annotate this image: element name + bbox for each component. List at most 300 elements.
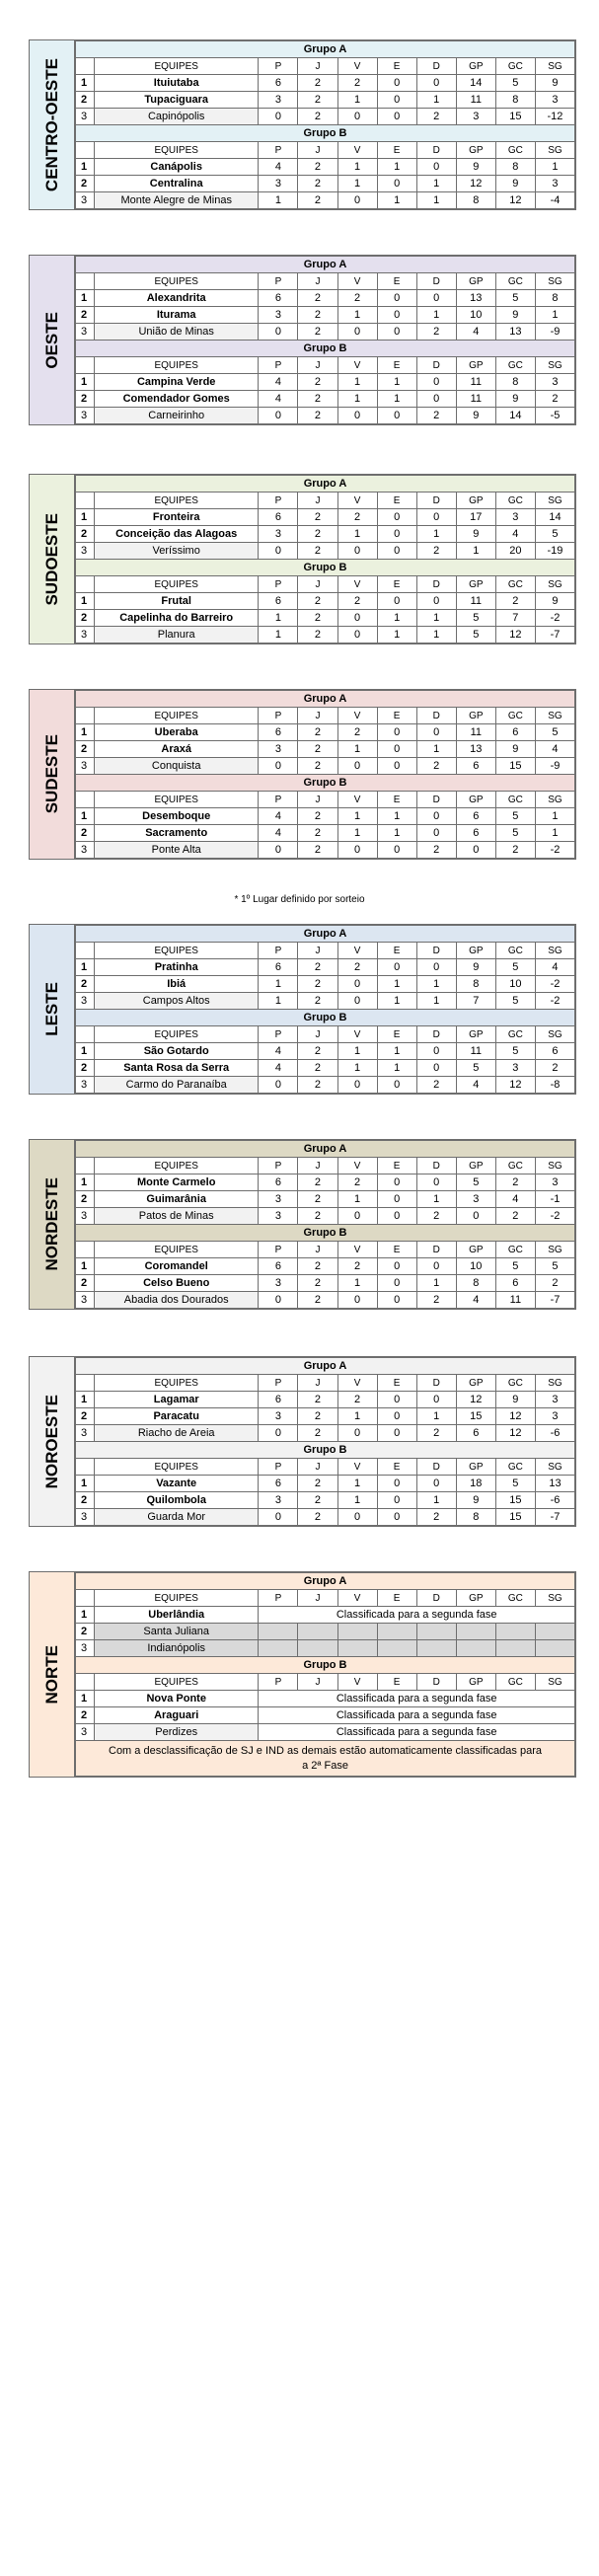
header-sg: SG [535, 142, 574, 159]
stat-d: 0 [416, 593, 456, 610]
empty-stat-cell [416, 1640, 456, 1657]
position-cell: 3 [76, 192, 95, 209]
stat-gc: 9 [495, 391, 535, 408]
stat-e: 1 [377, 159, 416, 176]
position-cell: 2 [76, 976, 95, 993]
header-gc: GC [495, 943, 535, 959]
stat-p: 6 [259, 1392, 298, 1408]
header-pos [76, 357, 95, 374]
stat-p: 6 [259, 1258, 298, 1275]
note-row [76, 1741, 575, 1777]
team-name: Indianópolis [95, 1640, 259, 1657]
stat-p: 0 [259, 324, 298, 341]
stat-j: 2 [298, 543, 337, 560]
stat-e: 0 [377, 1392, 416, 1408]
team-name: Araguari [95, 1707, 259, 1724]
stat-v: 0 [337, 1425, 377, 1442]
stat-d: 0 [416, 159, 456, 176]
header-gp: GP [456, 58, 495, 75]
stat-p: 3 [259, 176, 298, 192]
stat-v: 0 [337, 543, 377, 560]
stat-j: 2 [298, 1191, 337, 1208]
stat-j: 2 [298, 391, 337, 408]
standings-table [75, 1140, 575, 1309]
region-name: NOROESTE [41, 1394, 61, 1489]
empty-stat-cell [456, 1624, 495, 1640]
stat-e: 0 [377, 724, 416, 741]
position-cell: 2 [76, 307, 95, 324]
position-cell: 1 [76, 959, 95, 976]
position-cell: 2 [76, 610, 95, 627]
header-pos [76, 1242, 95, 1258]
header-e: E [377, 1590, 416, 1607]
stat-j: 2 [298, 1275, 337, 1292]
header-pos [76, 708, 95, 724]
header-d: D [416, 943, 456, 959]
stat-v: 1 [337, 159, 377, 176]
header-p: P [259, 142, 298, 159]
group-title: Grupo A [76, 1358, 575, 1375]
table-row [76, 1392, 575, 1408]
table-row [76, 290, 575, 307]
region-label-cell [30, 1140, 75, 1309]
header-v: V [337, 492, 377, 509]
stat-p: 6 [259, 75, 298, 92]
group-title-row [76, 1573, 575, 1590]
header-sg: SG [535, 1375, 574, 1392]
stat-j: 2 [298, 1476, 337, 1492]
stat-e: 0 [377, 1258, 416, 1275]
stat-gc: 12 [495, 1425, 535, 1442]
header-p: P [259, 1590, 298, 1607]
stat-sg: 6 [535, 1043, 574, 1060]
position-cell: 1 [76, 1174, 95, 1191]
header-v: V [337, 1590, 377, 1607]
stat-gp: 5 [456, 627, 495, 644]
stat-v: 0 [337, 976, 377, 993]
stat-d: 0 [416, 374, 456, 391]
stat-e: 0 [377, 1077, 416, 1094]
table-row [76, 391, 575, 408]
team-name: Conceição das Alagoas [95, 526, 259, 543]
stat-gc: 6 [495, 724, 535, 741]
region-name: SUDOESTE [41, 512, 61, 606]
column-header-row [76, 1158, 575, 1174]
stat-sg: -2 [535, 842, 574, 859]
stat-gc: 5 [495, 993, 535, 1010]
stat-p: 3 [259, 1208, 298, 1225]
team-name: Celso Bueno [95, 1275, 259, 1292]
stat-d: 0 [416, 391, 456, 408]
header-d: D [416, 1158, 456, 1174]
stat-d: 2 [416, 1425, 456, 1442]
header-gc: GC [495, 357, 535, 374]
table-row [76, 959, 575, 976]
standings-table [75, 256, 575, 424]
table-row [76, 593, 575, 610]
stat-gc: 3 [495, 509, 535, 526]
stat-e: 0 [377, 92, 416, 109]
header-sg: SG [535, 943, 574, 959]
team-name: Guimarânia [95, 1191, 259, 1208]
stat-gc: 2 [495, 1174, 535, 1191]
stat-gc: 5 [495, 825, 535, 842]
position-cell: 3 [76, 842, 95, 859]
stat-v: 1 [337, 825, 377, 842]
region-tables [75, 256, 575, 424]
stat-j: 2 [298, 1208, 337, 1225]
table-row [76, 1174, 575, 1191]
stat-d: 0 [416, 724, 456, 741]
stat-p: 3 [259, 1191, 298, 1208]
stat-d: 2 [416, 1509, 456, 1526]
stat-d: 0 [416, 959, 456, 976]
empty-stat-cell [535, 1624, 574, 1640]
standings-table [75, 1572, 575, 1777]
table-row [76, 159, 575, 176]
header-pos [76, 58, 95, 75]
stat-v: 1 [337, 1043, 377, 1060]
stat-d: 0 [416, 1476, 456, 1492]
stat-sg: -12 [535, 109, 574, 125]
header-p: P [259, 58, 298, 75]
stat-sg: -7 [535, 1509, 574, 1526]
position-cell: 3 [76, 1208, 95, 1225]
header-v: V [337, 1459, 377, 1476]
stat-sg: 2 [535, 391, 574, 408]
header-e: E [377, 943, 416, 959]
header-equipes: EQUIPES [95, 1375, 259, 1392]
position-cell: 1 [76, 1691, 95, 1707]
stat-d: 2 [416, 1077, 456, 1094]
team-name: Canápolis [95, 159, 259, 176]
stat-e: 0 [377, 1191, 416, 1208]
stat-gp: 3 [456, 1191, 495, 1208]
stat-j: 2 [298, 1174, 337, 1191]
position-cell: 1 [76, 1476, 95, 1492]
stat-gc: 5 [495, 75, 535, 92]
stat-sg: 5 [535, 724, 574, 741]
stat-gc: 9 [495, 307, 535, 324]
header-d: D [416, 1026, 456, 1043]
stat-p: 4 [259, 1043, 298, 1060]
header-equipes: EQUIPES [95, 58, 259, 75]
stat-p: 0 [259, 1425, 298, 1442]
position-cell: 3 [76, 543, 95, 560]
header-gc: GC [495, 1375, 535, 1392]
group-title: Grupo B [76, 560, 575, 576]
header-sg: SG [535, 792, 574, 808]
stat-d: 1 [416, 1275, 456, 1292]
stat-d: 2 [416, 842, 456, 859]
region-name: CENTRO-OESTE [41, 57, 61, 192]
stat-v: 2 [337, 75, 377, 92]
stat-d: 0 [416, 1060, 456, 1077]
stat-sg: -19 [535, 543, 574, 560]
header-p: P [259, 943, 298, 959]
stat-gp: 8 [456, 976, 495, 993]
stat-d: 1 [416, 307, 456, 324]
stat-sg: -7 [535, 627, 574, 644]
stat-j: 2 [298, 1425, 337, 1442]
stat-e: 1 [377, 808, 416, 825]
header-p: P [259, 708, 298, 724]
empty-stat-cell [456, 1640, 495, 1657]
region-tables [75, 475, 575, 644]
team-name: Santa Juliana [95, 1624, 259, 1640]
stat-gc: 15 [495, 1509, 535, 1526]
stat-sg: -8 [535, 1077, 574, 1094]
stat-j: 2 [298, 976, 337, 993]
stat-e: 0 [377, 1208, 416, 1225]
stat-gc: 5 [495, 1476, 535, 1492]
position-cell: 3 [76, 1640, 95, 1657]
stat-sg: 3 [535, 1174, 574, 1191]
team-name: Vazante [95, 1476, 259, 1492]
header-equipes: EQUIPES [95, 273, 259, 290]
header-pos [76, 1459, 95, 1476]
header-gc: GC [495, 576, 535, 593]
header-gc: GC [495, 1674, 535, 1691]
stat-e: 0 [377, 1292, 416, 1309]
stat-v: 1 [337, 526, 377, 543]
table-row [76, 1077, 575, 1094]
stat-j: 2 [298, 993, 337, 1010]
stat-e: 0 [377, 75, 416, 92]
stat-d: 1 [416, 976, 456, 993]
header-d: D [416, 357, 456, 374]
header-gp: GP [456, 708, 495, 724]
header-gp: GP [456, 1158, 495, 1174]
table-row [76, 1476, 575, 1492]
table-row [76, 1509, 575, 1526]
column-header-row [76, 1459, 575, 1476]
header-gc: GC [495, 792, 535, 808]
position-cell: 3 [76, 993, 95, 1010]
header-d: D [416, 1459, 456, 1476]
header-gp: GP [456, 492, 495, 509]
stat-gc: 13 [495, 324, 535, 341]
region-label-cell [30, 256, 75, 424]
stat-v: 0 [337, 627, 377, 644]
header-equipes: EQUIPES [95, 792, 259, 808]
stat-d: 1 [416, 192, 456, 209]
header-pos [76, 1375, 95, 1392]
team-name: Capelinha do Barreiro [95, 610, 259, 627]
stat-gp: 11 [456, 92, 495, 109]
stat-p: 0 [259, 109, 298, 125]
stat-sg: -9 [535, 758, 574, 775]
stat-p: 3 [259, 1408, 298, 1425]
stat-e: 0 [377, 1509, 416, 1526]
stat-d: 1 [416, 526, 456, 543]
stat-v: 2 [337, 1258, 377, 1275]
header-j: J [298, 1026, 337, 1043]
header-e: E [377, 142, 416, 159]
header-v: V [337, 58, 377, 75]
position-cell: 1 [76, 724, 95, 741]
position-cell: 1 [76, 808, 95, 825]
stat-sg: 2 [535, 1275, 574, 1292]
empty-stat-cell [298, 1640, 337, 1657]
header-gp: GP [456, 273, 495, 290]
header-j: J [298, 943, 337, 959]
stat-d: 0 [416, 1392, 456, 1408]
stat-gp: 10 [456, 1258, 495, 1275]
stat-sg: 3 [535, 92, 574, 109]
stat-p: 4 [259, 374, 298, 391]
header-v: V [337, 1375, 377, 1392]
group-title-row [76, 691, 575, 708]
stat-e: 0 [377, 290, 416, 307]
empty-stat-cell [337, 1624, 377, 1640]
header-d: D [416, 792, 456, 808]
stat-e: 0 [377, 526, 416, 543]
stat-p: 1 [259, 192, 298, 209]
stat-e: 0 [377, 842, 416, 859]
stat-sg: -5 [535, 408, 574, 424]
stat-sg: 1 [535, 825, 574, 842]
header-e: E [377, 492, 416, 509]
stat-gc: 9 [495, 741, 535, 758]
column-header-row [76, 1026, 575, 1043]
team-name: Pratinha [95, 959, 259, 976]
stat-d: 1 [416, 610, 456, 627]
table-row [76, 543, 575, 560]
position-cell: 3 [76, 1509, 95, 1526]
stat-gp: 6 [456, 1425, 495, 1442]
stat-p: 4 [259, 159, 298, 176]
stat-gp: 11 [456, 391, 495, 408]
header-pos [76, 1158, 95, 1174]
team-name: Tupaciguara [95, 92, 259, 109]
group-title-row [76, 41, 575, 58]
team-name: Monte Carmelo [95, 1174, 259, 1191]
team-name: Coromandel [95, 1258, 259, 1275]
region-name: NORDESTE [41, 1177, 61, 1271]
team-name: Uberlândia [95, 1607, 259, 1624]
stat-gp: 14 [456, 75, 495, 92]
stat-gc: 5 [495, 290, 535, 307]
stat-p: 6 [259, 593, 298, 610]
team-name: União de Minas [95, 324, 259, 341]
stat-e: 0 [377, 109, 416, 125]
region-label-cell [30, 925, 75, 1094]
table-row [76, 192, 575, 209]
position-cell: 2 [76, 1408, 95, 1425]
header-equipes: EQUIPES [95, 1459, 259, 1476]
stat-gp: 7 [456, 993, 495, 1010]
stat-gp: 9 [456, 526, 495, 543]
stat-gc: 20 [495, 543, 535, 560]
stat-j: 2 [298, 1077, 337, 1094]
region-label-cell [30, 40, 75, 209]
stat-sg: -4 [535, 192, 574, 209]
stat-v: 1 [337, 1191, 377, 1208]
header-j: J [298, 1459, 337, 1476]
region-note: Com a desclassificação de SJ e IND as demais estão automaticamente classificadas para a 2ª Fase [76, 1741, 575, 1777]
stat-v: 0 [337, 109, 377, 125]
stat-v: 2 [337, 509, 377, 526]
group-title: Grupo A [76, 1573, 575, 1590]
stat-j: 2 [298, 1408, 337, 1425]
position-cell: 1 [76, 1043, 95, 1060]
header-gp: GP [456, 943, 495, 959]
stat-d: 0 [416, 825, 456, 842]
stat-gp: 9 [456, 1492, 495, 1509]
stat-e: 1 [377, 627, 416, 644]
table-row [76, 75, 575, 92]
header-gc: GC [495, 142, 535, 159]
stat-p: 6 [259, 959, 298, 976]
region-tables [75, 690, 575, 859]
stat-gc: 11 [495, 1292, 535, 1309]
header-gc: GC [495, 273, 535, 290]
table-row [76, 1060, 575, 1077]
stat-v: 0 [337, 192, 377, 209]
header-gp: GP [456, 1026, 495, 1043]
column-header-row [76, 58, 575, 75]
header-pos [76, 1674, 95, 1691]
stat-d: 1 [416, 741, 456, 758]
header-gp: GP [456, 142, 495, 159]
position-cell: 2 [76, 1060, 95, 1077]
stat-p: 4 [259, 391, 298, 408]
stat-gc: 15 [495, 758, 535, 775]
classified-status: Classificada para a segunda fase [259, 1691, 575, 1707]
stat-j: 2 [298, 1258, 337, 1275]
group-title-row [76, 341, 575, 357]
stat-j: 2 [298, 192, 337, 209]
stat-v: 2 [337, 593, 377, 610]
stat-p: 6 [259, 1476, 298, 1492]
table-row [76, 627, 575, 644]
stat-v: 2 [337, 724, 377, 741]
header-p: P [259, 1242, 298, 1258]
stat-d: 1 [416, 993, 456, 1010]
header-p: P [259, 492, 298, 509]
region-name: SUDESTE [41, 734, 61, 814]
stat-j: 2 [298, 741, 337, 758]
table-row [76, 1043, 575, 1060]
table-row [76, 610, 575, 627]
stat-j: 2 [298, 758, 337, 775]
stat-j: 2 [298, 724, 337, 741]
stat-e: 1 [377, 976, 416, 993]
table-row [76, 976, 575, 993]
stat-p: 3 [259, 1492, 298, 1509]
stat-gc: 4 [495, 1191, 535, 1208]
stat-d: 2 [416, 408, 456, 424]
stat-gc: 6 [495, 1275, 535, 1292]
table-row [76, 307, 575, 324]
header-pos [76, 273, 95, 290]
header-e: E [377, 708, 416, 724]
header-e: E [377, 357, 416, 374]
sorteio-footnote: * 1º Lugar definido por sorteio [234, 894, 365, 905]
header-equipes: EQUIPES [95, 1674, 259, 1691]
team-name: Fronteira [95, 509, 259, 526]
group-title-row [76, 125, 575, 142]
stat-sg: 14 [535, 509, 574, 526]
group-title-row [76, 926, 575, 943]
stat-e: 0 [377, 408, 416, 424]
stat-j: 2 [298, 610, 337, 627]
stat-v: 1 [337, 374, 377, 391]
position-cell: 2 [76, 391, 95, 408]
empty-stat-cell [535, 1640, 574, 1657]
empty-stat-cell [337, 1640, 377, 1657]
